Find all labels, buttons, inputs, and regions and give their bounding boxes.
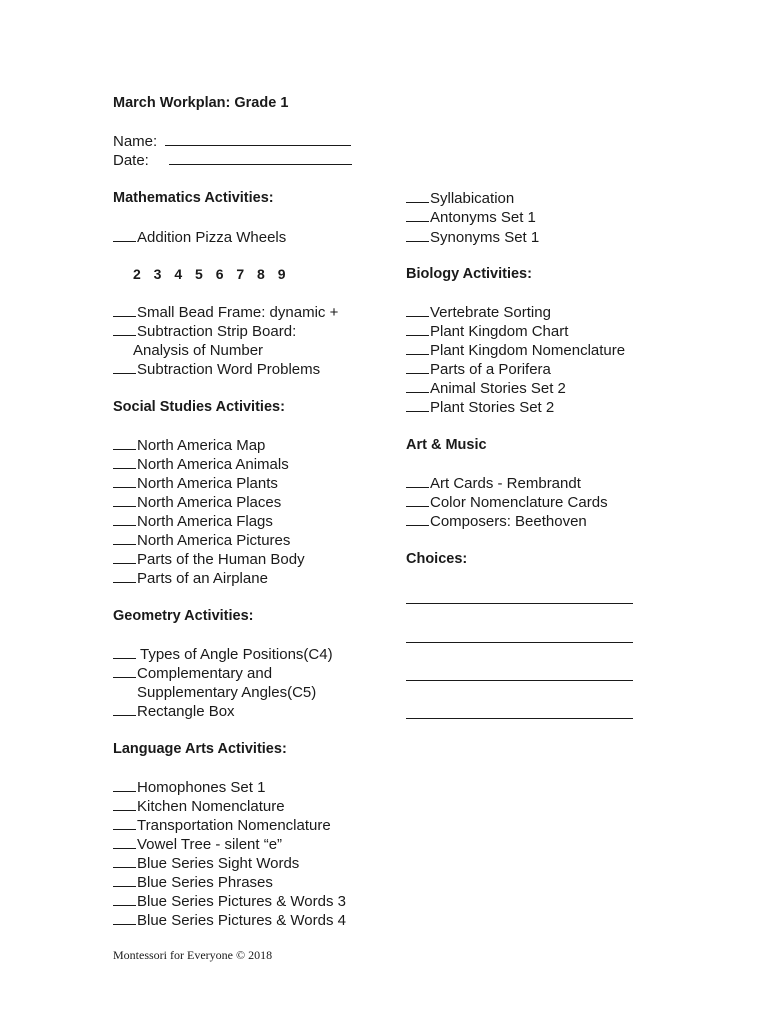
list-item: Vowel Tree - silent “e”	[113, 835, 282, 854]
list-item: Animal Stories Set 2	[406, 379, 566, 398]
list-item: North America Map	[113, 436, 265, 455]
list-item: Antonyms Set 1	[406, 208, 536, 227]
choice-line	[406, 642, 633, 643]
choices-heading: Choices:	[406, 551, 468, 567]
list-item: Blue Series Pictures & Words 4	[113, 911, 346, 930]
list-item: Syllabication	[406, 189, 514, 208]
list-item: Rectangle Box	[113, 702, 235, 721]
list-item: Subtraction Strip Board:	[113, 322, 296, 341]
name-field	[113, 132, 351, 151]
list-item: Small Bead Frame: dynamic +	[113, 303, 338, 322]
social-heading: Social Studies Activities:	[113, 399, 285, 415]
list-item: Parts of a Porifera	[406, 360, 551, 379]
list-item-continuation: Analysis of Number	[133, 342, 264, 359]
list-item: Parts of the Human Body	[113, 550, 305, 569]
choice-line	[406, 680, 633, 681]
list-item: Color Nomenclature Cards	[406, 493, 608, 512]
list-item: Plant Stories Set 2	[406, 398, 554, 417]
list-item: Types of Angle Positions(C4)	[113, 645, 333, 664]
date-label: Date:	[113, 152, 149, 169]
list-item: North America Plants	[113, 474, 278, 493]
list-item: Plant Kingdom Nomenclature	[406, 341, 625, 360]
name-label: Name:	[113, 133, 158, 150]
name-line	[165, 132, 351, 146]
list-item: North America Animals	[113, 455, 289, 474]
list-item: Vertebrate Sorting	[406, 303, 551, 322]
choice-line	[406, 603, 633, 604]
geometry-heading: Geometry Activities:	[113, 608, 254, 624]
list-item: Art Cards - Rembrandt	[406, 474, 581, 493]
list-item: Homophones Set 1	[113, 778, 265, 797]
list-item: Plant Kingdom Chart	[406, 322, 568, 341]
list-item: Parts of an Airplane	[113, 569, 268, 588]
list-item: Blue Series Sight Words	[113, 854, 299, 873]
language-heading: Language Arts Activities:	[113, 741, 287, 757]
list-item: Addition Pizza Wheels	[113, 228, 286, 247]
list-item: Blue Series Pictures & Words 3	[113, 892, 346, 911]
page-title: March Workplan: Grade 1	[113, 95, 289, 111]
list-item: Blue Series Phrases	[113, 873, 273, 892]
list-item: North America Flags	[113, 512, 273, 531]
list-item: Transportation Nomenclature	[113, 816, 331, 835]
list-item: Kitchen Nomenclature	[113, 797, 285, 816]
art-heading: Art & Music	[406, 437, 487, 453]
list-item: Complementary and	[113, 664, 272, 683]
list-item: Composers: Beethoven	[406, 512, 587, 531]
list-item: Subtraction Word Problems	[113, 360, 320, 379]
list-item: North America Places	[113, 493, 281, 512]
number-list: 2 3 4 5 6 7 8 9	[133, 266, 286, 282]
choice-line	[406, 718, 633, 719]
list-item-continuation: Supplementary Angles(C5)	[137, 684, 317, 701]
footer-copyright: Montessori for Everyone © 2018	[113, 948, 273, 962]
list-item: North America Pictures	[113, 531, 290, 550]
date-line	[169, 151, 352, 165]
biology-heading: Biology Activities:	[406, 266, 532, 282]
math-heading: Mathematics Activities:	[113, 190, 274, 206]
date-field	[113, 151, 352, 170]
list-item: Synonyms Set 1	[406, 228, 539, 247]
